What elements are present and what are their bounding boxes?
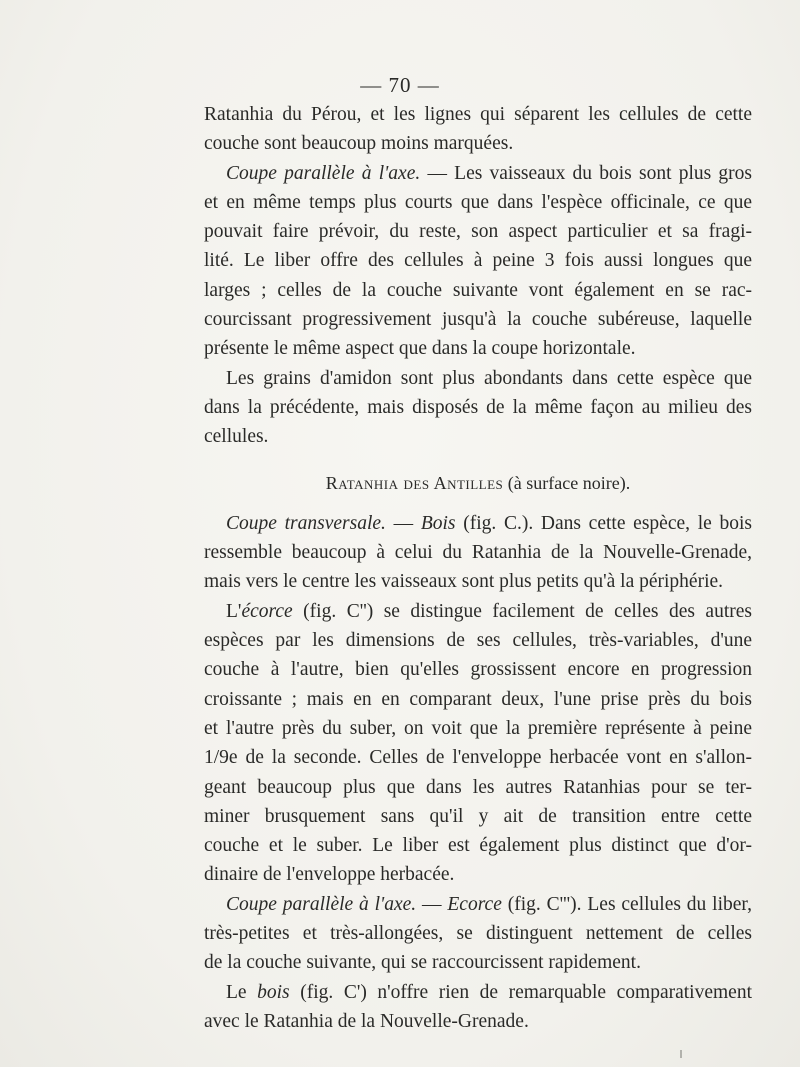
text-line: Le bois (fig. C') n'offre rien de remarquable comparativement bbox=[226, 981, 752, 1003]
text-line: avec le Ratanhia de la Nouvelle-Grenade. bbox=[204, 1010, 529, 1032]
body-text bbox=[204, 100, 752, 1036]
text-line: dans la précédente, mais disposés de la même façon au milieu des bbox=[204, 396, 752, 418]
text-line: courcissant progressivement jusqu'à la couche subéreuse, laquelle bbox=[204, 309, 752, 331]
text-line: Ratanhia du Pérou, et les lignes qui séparent les cellules de cette bbox=[204, 104, 752, 125]
section-heading: Ratanhia des Antilles (à surface noire). bbox=[325, 472, 631, 493]
text-line: de la couche suivante, qui se raccourcissent rapidement. bbox=[204, 952, 641, 974]
text-line: Les grains d'amidon sont plus abondants dans cette espèce que bbox=[226, 367, 752, 389]
section-label: Coupe transversale. bbox=[226, 512, 386, 534]
text-line: dinaire de l'enveloppe herbacée. bbox=[204, 864, 455, 886]
text-line: croissante ; mais en en comparant deux, l'une prise près du bois bbox=[204, 688, 752, 710]
section-label: Coupe parallèle à l'axe. bbox=[226, 893, 417, 915]
text-line: couche à l'autre, bien qu'elles grossissent encore en progression bbox=[204, 659, 752, 681]
text-line: présente le même aspect que dans la coupe horizontale. bbox=[204, 338, 636, 360]
text-line: Coupe parallèle à l'axe. — Les vaisseaux du bois sont plus gros bbox=[226, 162, 752, 184]
text-line: pouvait faire prévoir, du reste, son aspect particulier et sa fragi- bbox=[204, 221, 752, 243]
text-line: 1/9e de la seconde. Celles de l'enveloppe herbacée vont en s'allon- bbox=[204, 747, 752, 769]
text-line: et en même temps plus courts que dans l'espèce officinale, ce que bbox=[204, 191, 752, 213]
text-line: Coupe parallèle à l'axe. — Ecorce (fig. C'''). Les cellules du liber, bbox=[226, 893, 752, 915]
text-line: lité. Le liber offre des cellules à peine 3 fois aussi longues que bbox=[204, 250, 752, 272]
section-label: bois bbox=[257, 981, 290, 1003]
text-line: espèces par les dimensions de ses cellules, très-variables, d'une bbox=[204, 630, 752, 652]
text-line: miner brusquement sans qu'il y ait de transition entre cette bbox=[204, 805, 752, 827]
text-line: mais vers le centre les vaisseaux sont plus petits qu'à la périphérie. bbox=[204, 571, 724, 593]
text-line: couche et le suber. Le liber est également plus distinct que d'or- bbox=[204, 835, 752, 857]
scan-mark bbox=[680, 1050, 682, 1058]
text-line: Coupe transversale. — Bois (fig. C.). Dans cette espèce, le bois bbox=[226, 512, 753, 534]
text-line: L'écorce (fig. C'') se distingue facilement de celles des autres bbox=[226, 600, 752, 622]
section-label: écorce bbox=[241, 600, 293, 622]
page-number: — 70 — bbox=[360, 73, 440, 97]
text-line: très-petites et très-allongées, se distinguent nettement de celles bbox=[204, 923, 752, 945]
text-line: cellules. bbox=[204, 426, 269, 448]
text-line: larges ; celles de la couche suivante vont également en se rac- bbox=[204, 279, 752, 301]
text-line: et l'autre près du suber, on voit que la première représente à peine bbox=[204, 717, 752, 739]
section-label: Ecorce bbox=[447, 893, 502, 915]
section-label: Bois bbox=[420, 512, 456, 534]
text-line: couche sont beaucoup moins marquées. bbox=[204, 133, 514, 155]
text-line: geant beaucoup plus que dans les autres Ratanhias pour se ter- bbox=[204, 776, 752, 798]
section-label: Coupe parallèle à l'axe. bbox=[226, 162, 421, 184]
text-line: ressemble beaucoup à celui du Ratanhia de la Nouvelle-Grenade, bbox=[204, 542, 752, 564]
